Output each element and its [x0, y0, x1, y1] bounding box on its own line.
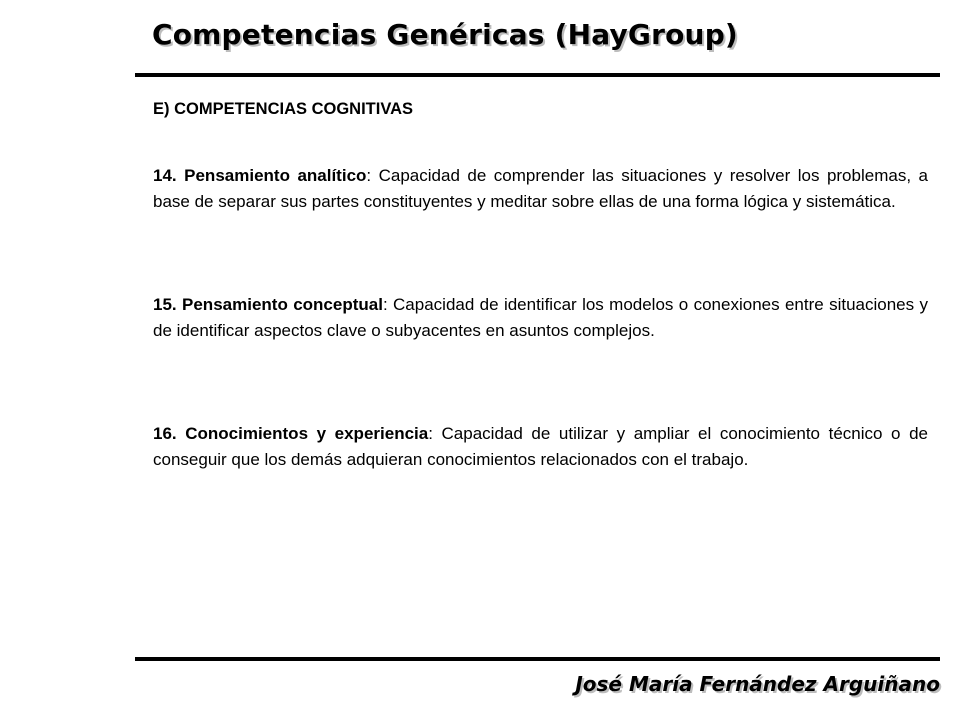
competency-number: 15. — [153, 295, 177, 314]
competency-name: Pensamiento conceptual — [182, 295, 383, 314]
competency-description: : Capacidad de utilizar y ampliar el conocimiento técnico o de conseguir que los demás adquieran conocimientos relacionados con el trabajo. — [153, 424, 928, 469]
section-heading: E) COMPETENCIAS COGNITIVAS — [153, 100, 414, 118]
competency-name: Pensamiento analítico — [184, 166, 367, 185]
competency-number: 14. — [153, 166, 177, 185]
competency-14 — [153, 163, 928, 215]
competency-16 — [153, 421, 928, 473]
competency-description: : Capacidad de identificar los modelos o conexiones entre situaciones y de identificar aspectos clave o subyacentes en asuntos complejos. — [153, 295, 928, 340]
author-name: José María Fernández Arguiñano — [575, 672, 940, 696]
competency-number: 16. — [153, 424, 177, 443]
slide-title: Competencias Genéricas (HayGroup) — [152, 18, 738, 51]
competency-description: : Capacidad de comprender las situaciones y resolver los problemas, a base de separar sus partes constituyentes y meditar sobre ellas de una forma lógica y sistemática. — [153, 166, 928, 211]
competency-name: Conocimientos y experiencia — [185, 424, 429, 443]
bottom-divider — [135, 657, 940, 661]
top-divider — [135, 73, 940, 77]
competency-15 — [153, 292, 928, 344]
